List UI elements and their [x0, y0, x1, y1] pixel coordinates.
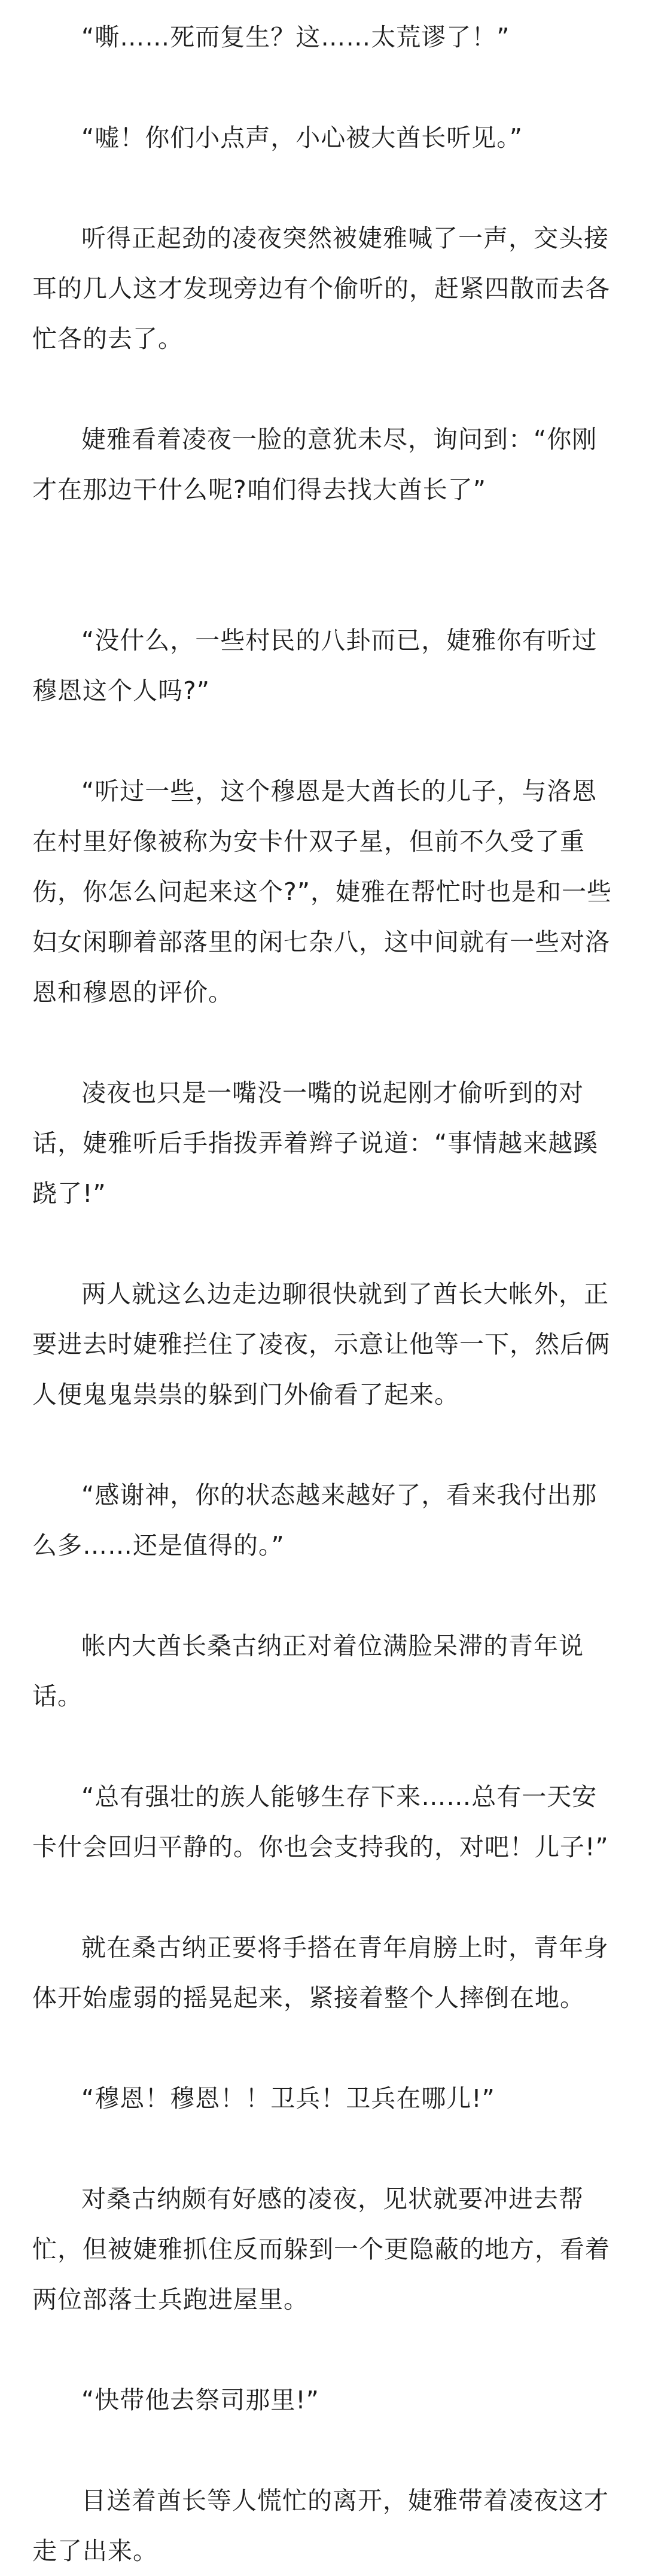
paragraph-6: “听过一些，这个穆恩是大酋长的儿子，与洛恩在村里好像被称为安卡什双子星，但前不久受了重伤，你怎么问起来这个?”，婕雅在帮忙时也是和一些妇女闲聊着部落里的闲七杂八，这中间就有一些对洛恩和穆恩的评价。 [32, 777, 612, 1007]
paragraph-16: 目送着酋长等人慌忙的离开，婕雅带着凌夜这才走了出来。 [32, 2486, 609, 2565]
paragraph-4: 婕雅看着凌夜一脸的意犹未尽，询问到：“你刚才在那边干什么呢?咱们得去找大酋长了” [32, 425, 598, 504]
paragraph-14: 对桑古纳颇有好感的凌夜，见状就要冲进去帮忙，但被婕雅抓住反而躲到一个更隐蔽的地方，看着两位部落士兵跑进屋里。 [32, 2185, 610, 2314]
paragraph-10: 帐内大酋长桑古纳正对着位满脸呆滞的青年说话。 [32, 1632, 584, 1711]
paragraph-1: “嘶……死而复生？这……太荒谬了！” [81, 23, 510, 51]
paragraph-13: “穆恩！穆恩！！卫兵！卫兵在哪儿!” [81, 2084, 495, 2113]
paragraph-2: “嘘！你们小点声，小心被大酋长听见。” [81, 123, 523, 152]
paragraph-9: “感谢神，你的状态越来越好了，看来我付出那么多……还是值得的。” [32, 1481, 598, 1560]
paragraph-3: 听得正起劲的凌夜突然被婕雅喊了一声，交头接耳的几人这才发现旁边有个偷听的，赶紧四散而去各忙各的去了。 [32, 224, 610, 353]
paragraph-15: “快带他去祭司那里!” [81, 2386, 319, 2414]
paragraph-12: 就在桑古纳正要将手搭在青年肩膀上时，青年身体开始虚弱的摇晃起来，紧接着整个人摔倒在地。 [32, 1933, 609, 2012]
paragraph-11: “总有强壮的族人能够生存下来……总有一天安卡什会回归平静的。你也会支持我的，对吧！儿子!” [32, 1782, 609, 1861]
paragraph-8: 两人就这么边走边聊很快就到了酋长大帐外，正要进去时婕雅拦住了凌夜，示意让他等一下，然后俩人便鬼鬼祟祟的躲到门外偷看了起来。 [32, 1280, 610, 1409]
paragraph-7: 凌夜也只是一嘴没一嘴的说起刚才偷听到的对话，婕雅听后手指拨弄着辫子说道：“事情越来越蹊跷了!” [32, 1079, 599, 1208]
paragraph-5: “没什么，一些村民的八卦而已，婕雅你有听过穆恩这个人吗?” [32, 626, 598, 705]
